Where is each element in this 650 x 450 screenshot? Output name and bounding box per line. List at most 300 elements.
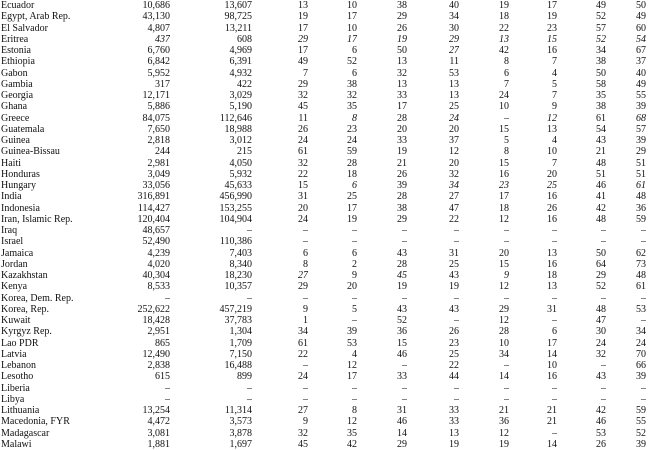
value-cell: 15 — [547, 33, 557, 45]
value-cell: 12,490 — [142, 348, 170, 360]
value-cell: 33 — [449, 416, 459, 428]
value-cell: 36 — [636, 202, 646, 214]
value-cell: 19 — [547, 11, 557, 23]
value-cell: – — [641, 225, 646, 236]
value-cell: 12,171 — [142, 90, 170, 101]
value-cell: 456,990 — [219, 191, 252, 203]
value-cell: 6,391 — [229, 56, 252, 68]
value-cell: 29 — [298, 33, 308, 45]
value-cell: 61 — [636, 281, 646, 293]
value-cell: 17 — [347, 202, 357, 214]
value-cell: 10 — [499, 101, 509, 113]
value-cell: 26 — [596, 438, 606, 450]
country-name-cell: Guinea — [1, 135, 30, 146]
value-cell: 19 — [499, 438, 509, 450]
table-row — [0, 214, 646, 225]
value-cell: 18 — [499, 202, 509, 214]
table-row — [0, 225, 646, 236]
country-name-cell: Liberia — [1, 382, 30, 394]
value-cell: – — [601, 393, 606, 405]
value-cell: 8 — [504, 56, 509, 68]
value-cell: – — [352, 225, 357, 236]
value-cell: 29 — [636, 146, 646, 158]
value-cell: 24 — [636, 337, 646, 349]
country-name-cell: El Salvador — [1, 22, 48, 34]
value-cell: 59 — [636, 405, 646, 416]
value-cell: 20 — [298, 202, 308, 214]
value-cell: 8,533 — [147, 281, 170, 293]
value-cell: 19 — [449, 281, 459, 293]
value-cell: 53 — [347, 337, 357, 349]
value-cell: – — [247, 225, 252, 236]
value-cell: – — [352, 292, 357, 304]
value-cell: 36 — [499, 416, 509, 428]
value-cell: 2,838 — [147, 360, 170, 371]
table-row — [0, 135, 646, 146]
country-name-cell: Lao PDR — [1, 337, 39, 349]
value-cell: 49 — [636, 11, 646, 23]
value-cell: 17 — [347, 11, 357, 23]
value-cell: 14 — [547, 438, 557, 450]
value-cell: 20 — [499, 247, 509, 259]
value-cell: 18 — [499, 11, 509, 23]
value-cell: 5,952 — [147, 67, 170, 79]
value-cell: 50 — [636, 0, 646, 11]
value-cell: – — [402, 225, 407, 236]
value-cell: 27 — [449, 45, 459, 56]
country-name-cell: Egypt, Arab Rep. — [1, 11, 71, 23]
value-cell: 58 — [596, 78, 606, 90]
table-row — [0, 293, 646, 304]
value-cell: 50 — [596, 247, 606, 259]
value-cell: 52 — [636, 427, 646, 439]
value-cell: 16 — [547, 213, 557, 225]
value-cell: 28 — [499, 326, 509, 338]
value-cell: 40 — [449, 0, 459, 11]
value-cell: – — [454, 236, 459, 248]
value-cell: – — [454, 292, 459, 304]
value-cell: – — [454, 315, 459, 326]
value-cell: 55 — [636, 90, 646, 101]
value-cell: 5,886 — [147, 101, 170, 113]
value-cell: 15 — [397, 337, 407, 349]
country-name-cell: Jordan — [1, 258, 28, 270]
value-cell: – — [454, 225, 459, 236]
country-name-cell: Guinea-Bissau — [1, 146, 60, 158]
value-cell: 34 — [449, 11, 459, 23]
value-cell: 40 — [636, 67, 646, 79]
value-cell: 46 — [397, 416, 407, 428]
value-cell: 317 — [155, 78, 170, 90]
table-row — [0, 281, 646, 292]
value-cell: 54 — [636, 33, 646, 45]
value-cell: 27 — [449, 191, 459, 203]
value-cell: 17 — [347, 33, 357, 45]
value-cell: 29 — [499, 303, 509, 315]
value-cell: 17 — [298, 45, 308, 56]
country-name-cell: Lebanon — [1, 360, 36, 371]
value-cell: 3,012 — [229, 135, 252, 146]
value-cell: 37,783 — [224, 315, 252, 326]
value-cell: 7 — [303, 67, 308, 79]
value-cell: 20 — [547, 168, 557, 180]
table-row — [0, 180, 646, 191]
table-row — [0, 304, 646, 315]
value-cell: 9 — [504, 270, 509, 281]
value-cell: 9 — [303, 303, 308, 315]
value-cell: 34 — [298, 326, 308, 338]
value-cell: – — [504, 382, 509, 394]
value-cell: 61 — [298, 337, 308, 349]
value-cell: 33 — [397, 90, 407, 101]
value-cell: 37 — [449, 135, 459, 146]
value-cell: 45 — [397, 270, 407, 281]
value-cell: 35 — [347, 427, 357, 439]
value-cell: 6 — [303, 247, 308, 259]
value-cell: 29 — [449, 33, 459, 45]
country-name-cell: Iran, Islamic Rep. — [1, 213, 73, 225]
value-cell: – — [641, 393, 646, 405]
value-cell: – — [641, 292, 646, 304]
value-cell: 13,254 — [142, 405, 170, 416]
value-cell: 19 — [298, 11, 308, 23]
table-row — [0, 45, 646, 56]
value-cell: 28 — [397, 112, 407, 124]
value-cell: 48 — [596, 303, 606, 315]
country-name-cell: Kyrgyz Rep. — [1, 326, 52, 338]
value-cell: 23 — [347, 123, 357, 135]
value-cell: 45 — [298, 438, 308, 450]
value-cell: – — [552, 225, 557, 236]
country-name-cell: Jamaica — [1, 247, 34, 259]
value-cell: 16 — [499, 168, 509, 180]
value-cell: 104,904 — [219, 213, 252, 225]
table-row — [0, 101, 646, 112]
table-row — [0, 79, 646, 90]
value-cell: 19 — [347, 213, 357, 225]
value-cell: 42 — [596, 202, 606, 214]
value-cell: 25 — [347, 191, 357, 203]
value-cell: 13 — [449, 427, 459, 439]
value-cell: 49 — [596, 0, 606, 11]
value-cell: 23 — [547, 22, 557, 34]
table-row — [0, 338, 646, 349]
value-cell: – — [504, 236, 509, 248]
table-row — [0, 146, 646, 157]
value-cell: 57 — [596, 22, 606, 34]
value-cell: 43 — [596, 371, 606, 383]
value-cell: 31 — [298, 191, 308, 203]
value-cell: 7,403 — [229, 247, 252, 259]
value-cell: – — [303, 236, 308, 248]
table-row — [0, 124, 646, 135]
value-cell: 19 — [397, 281, 407, 293]
value-cell: – — [247, 382, 252, 394]
value-cell: 4,472 — [147, 416, 170, 428]
value-cell: 41 — [596, 191, 606, 203]
value-cell: 32 — [596, 348, 606, 360]
value-cell: – — [504, 225, 509, 236]
value-cell: 437 — [155, 33, 170, 45]
table-row — [0, 169, 646, 180]
value-cell: 59 — [347, 146, 357, 158]
value-cell: 13 — [547, 281, 557, 293]
value-cell: 13 — [547, 247, 557, 259]
value-cell: 39 — [636, 371, 646, 383]
value-cell: 51 — [636, 168, 646, 180]
value-cell: 42 — [499, 45, 509, 56]
country-name-cell: Guatemala — [1, 123, 45, 135]
value-cell: 32 — [347, 90, 357, 101]
value-cell: 21 — [547, 405, 557, 416]
value-cell: 153,255 — [219, 202, 252, 214]
table-row — [0, 34, 646, 45]
table-row — [0, 259, 646, 270]
value-cell: 17 — [397, 101, 407, 113]
value-cell: 4,969 — [229, 45, 252, 56]
value-cell: 1,709 — [229, 337, 252, 349]
value-cell: 32 — [298, 157, 308, 169]
value-cell: 5,932 — [229, 168, 252, 180]
value-cell: 12 — [499, 213, 509, 225]
table-row — [0, 405, 646, 416]
value-cell: 33,056 — [142, 180, 170, 191]
value-cell: 21 — [596, 146, 606, 158]
country-name-cell: Ecuador — [1, 0, 35, 11]
value-cell: – — [247, 292, 252, 304]
value-cell: 38 — [397, 0, 407, 11]
value-cell: – — [454, 393, 459, 405]
value-cell: 54 — [596, 123, 606, 135]
value-cell: 21 — [397, 157, 407, 169]
value-cell: 10,686 — [142, 0, 170, 11]
value-cell: 39 — [636, 101, 646, 113]
value-cell: – — [641, 315, 646, 326]
value-cell: 38 — [347, 78, 357, 90]
value-cell: 4,932 — [229, 67, 252, 79]
value-cell: – — [303, 393, 308, 405]
value-cell: 13 — [499, 33, 509, 45]
value-cell: 6,760 — [147, 45, 170, 56]
value-cell: 6 — [352, 180, 357, 191]
value-cell: – — [402, 236, 407, 248]
value-cell: 244 — [155, 146, 170, 158]
value-cell: – — [165, 292, 170, 304]
value-cell: 11 — [449, 56, 459, 68]
value-cell: 7 — [552, 56, 557, 68]
value-cell: 16 — [547, 45, 557, 56]
value-cell: 43 — [397, 247, 407, 259]
value-cell: 13,607 — [224, 0, 252, 11]
value-cell: 62 — [636, 247, 646, 259]
value-cell: 15 — [499, 258, 509, 270]
value-cell: 17 — [298, 22, 308, 34]
value-cell: – — [504, 393, 509, 405]
country-name-cell: Ethiopia — [1, 56, 35, 68]
country-name-cell: Eritrea — [1, 33, 29, 45]
value-cell: 39 — [636, 438, 646, 450]
value-cell: 18,428 — [142, 315, 170, 326]
value-cell: 6 — [552, 326, 557, 338]
value-cell: 252,622 — [137, 303, 170, 315]
value-cell: 865 — [155, 337, 170, 349]
country-name-cell: Gabon — [1, 67, 28, 79]
value-cell: 38 — [596, 56, 606, 68]
table-row — [0, 360, 646, 371]
value-cell: 615 — [155, 371, 170, 383]
value-cell: 3,573 — [229, 416, 252, 428]
table-row — [0, 270, 646, 281]
value-cell: 48,657 — [142, 225, 170, 236]
value-cell: 7 — [552, 157, 557, 169]
value-cell: 29 — [397, 11, 407, 23]
value-cell: 42 — [347, 438, 357, 450]
value-cell: 13 — [298, 0, 308, 11]
value-cell: 5 — [352, 303, 357, 315]
value-cell: 17 — [499, 191, 509, 203]
value-cell: 28 — [347, 157, 357, 169]
value-cell: – — [165, 393, 170, 405]
value-cell: 1,697 — [229, 438, 252, 450]
value-cell: 46 — [397, 348, 407, 360]
value-cell: 110,386 — [219, 236, 252, 248]
value-cell: 23 — [499, 180, 509, 191]
value-cell: 43 — [397, 303, 407, 315]
value-cell: – — [601, 360, 606, 371]
value-cell: 12 — [347, 416, 357, 428]
country-name-cell: Macedonia, FYR — [1, 416, 70, 428]
value-cell: 6 — [352, 67, 357, 79]
value-cell: – — [303, 382, 308, 394]
table-row — [0, 11, 646, 22]
value-cell: 42 — [596, 405, 606, 416]
value-cell: 14 — [499, 371, 509, 383]
country-name-cell: Georgia — [1, 90, 34, 101]
table-row — [0, 371, 646, 382]
value-cell: – — [552, 393, 557, 405]
value-cell: 23 — [449, 337, 459, 349]
value-cell: 43 — [449, 270, 459, 281]
value-cell: 36 — [397, 326, 407, 338]
table-row — [0, 0, 646, 11]
value-cell: 12 — [499, 427, 509, 439]
value-cell: 31 — [397, 405, 407, 416]
table-row — [0, 394, 646, 405]
country-name-cell: Israel — [1, 236, 24, 248]
value-cell: 51 — [596, 168, 606, 180]
value-cell: 608 — [237, 33, 252, 45]
value-cell: 29 — [397, 438, 407, 450]
table-row — [0, 236, 646, 247]
value-cell: 4 — [552, 67, 557, 79]
value-cell: 15 — [499, 123, 509, 135]
value-cell: 22 — [499, 22, 509, 34]
table-row — [0, 326, 646, 337]
value-cell: 28 — [397, 258, 407, 270]
value-cell: 34 — [499, 348, 509, 360]
value-cell: 26 — [449, 326, 459, 338]
value-cell: 24 — [596, 337, 606, 349]
country-name-cell: Lesotho — [1, 371, 34, 383]
value-cell: 38 — [596, 101, 606, 113]
value-cell: 15 — [499, 157, 509, 169]
value-cell: 21 — [499, 405, 509, 416]
value-cell: 3,049 — [147, 168, 170, 180]
value-cell: 1 — [303, 315, 308, 326]
value-cell: – — [504, 360, 509, 371]
value-cell: 10 — [547, 360, 557, 371]
value-cell: 53 — [596, 427, 606, 439]
country-name-cell: Kazakhstan — [1, 270, 48, 281]
value-cell: 4,239 — [147, 247, 170, 259]
country-name-cell: Hungary — [1, 180, 36, 191]
value-cell: 28 — [397, 191, 407, 203]
value-cell: 16 — [547, 258, 557, 270]
table-row — [0, 439, 646, 450]
value-cell: 2 — [352, 258, 357, 270]
country-name-cell: Ghana — [1, 101, 28, 113]
value-cell: 47 — [449, 202, 459, 214]
value-cell: – — [165, 382, 170, 394]
country-name-cell: Greece — [1, 112, 30, 124]
value-cell: 12 — [347, 360, 357, 371]
value-cell: 12 — [499, 281, 509, 293]
value-cell: 5,190 — [229, 101, 252, 113]
value-cell: 20 — [397, 123, 407, 135]
value-cell: 6,842 — [147, 56, 170, 68]
value-cell: 24 — [347, 135, 357, 146]
value-cell: 2,981 — [147, 157, 170, 169]
value-cell: 1,881 — [147, 438, 170, 450]
value-cell: 52 — [596, 281, 606, 293]
value-cell: 25 — [449, 258, 459, 270]
value-cell: 33 — [397, 371, 407, 383]
value-cell: 26 — [397, 168, 407, 180]
value-cell: 10 — [499, 337, 509, 349]
table-row — [0, 113, 646, 124]
value-cell: 34 — [449, 180, 459, 191]
value-cell: 13 — [449, 78, 459, 90]
value-cell: 14 — [397, 427, 407, 439]
value-cell: 10 — [547, 146, 557, 158]
value-cell: 15 — [298, 180, 308, 191]
value-cell: – — [552, 382, 557, 394]
table-row — [0, 349, 646, 360]
value-cell: 10,357 — [224, 281, 252, 293]
value-cell: 4,050 — [229, 157, 252, 169]
value-cell: 112,646 — [219, 112, 252, 124]
value-cell: 26 — [298, 123, 308, 135]
value-cell: 10 — [347, 22, 357, 34]
country-name-cell: Gambia — [1, 78, 33, 90]
value-cell: 13 — [547, 123, 557, 135]
value-cell: 11 — [298, 112, 308, 124]
value-cell: 43 — [449, 303, 459, 315]
value-cell: 8 — [504, 146, 509, 158]
value-cell: 52 — [397, 315, 407, 326]
value-cell: 899 — [237, 371, 252, 383]
value-cell: 26 — [397, 22, 407, 34]
value-cell: 120,404 — [137, 213, 170, 225]
value-cell: 24 — [298, 135, 308, 146]
value-cell: 39 — [347, 326, 357, 338]
value-cell: 9 — [303, 416, 308, 428]
value-cell: – — [402, 292, 407, 304]
value-cell: 8 — [352, 112, 357, 124]
value-cell: – — [552, 292, 557, 304]
value-cell: 35 — [596, 90, 606, 101]
value-cell: 13 — [397, 78, 407, 90]
